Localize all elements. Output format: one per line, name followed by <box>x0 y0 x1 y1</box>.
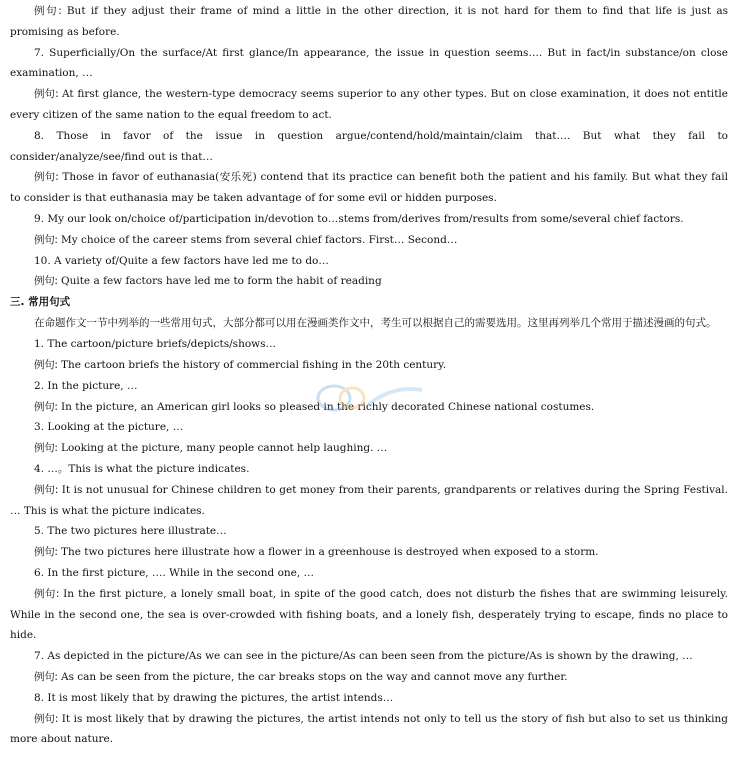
sentence-pattern: 5. The two pictures here illustrate… <box>34 525 227 538</box>
example-label: 例句: <box>34 88 59 101</box>
sentence-pattern: 9. My our look on/choice of/participation in/devotion to…stems from/derives from/results from some/several chief factors. <box>34 212 684 225</box>
example-sentence <box>10 355 728 376</box>
example-label: 例句: <box>34 670 58 683</box>
example-text: At first glance, the western-type democracy seems superior to any other types. But on close examination, it does not entitle every citizen of the same nation to the equal freedom to act. <box>10 88 728 121</box>
document-body <box>10 1 728 750</box>
sentence-pattern: 7. As depicted in the picture/As we can see in the picture/As can been seen from the picture/As is shown by the drawing, … <box>34 650 693 663</box>
example-text: My choice of the career stems from several chief factors. First… Second… <box>60 233 458 246</box>
example-sentence <box>10 397 728 418</box>
example-sentence <box>10 230 728 251</box>
example-sentence <box>10 84 728 126</box>
sentence-pattern: 8. Those in favor of the issue in question argue/contend/hold/maintain/claim that…. But what they fail to consider/analyze/see/find out is that… <box>10 129 728 163</box>
example-sentence <box>10 480 728 522</box>
example-sentence <box>10 667 728 688</box>
example-text: The cartoon briefs the history of commercial fishing in the 20th century. <box>60 358 447 371</box>
example-label: 例句: <box>34 358 58 371</box>
example-label: 例句: <box>34 712 59 725</box>
sentence-pattern: 4. …。This is what the picture indicates. <box>34 462 250 475</box>
sentence-patterns-list-part-2 <box>10 334 728 750</box>
example-label: 例句: <box>34 546 58 559</box>
example-text: But if they adjust their frame of mind a little in the other direction, it is not hard for them to find that life is just as promising as before. <box>10 5 729 38</box>
example-label: 例句: <box>34 400 58 413</box>
example-label: 例句: <box>34 442 58 455</box>
section-intro: 在命题作文一节中列举的一些常用句式，大部分都可以用在漫画类作文中，考生可以根据自己的需要选用。这里再列举几个常用于描述漫画的句式。 <box>34 317 717 330</box>
sentence-pattern: 6. In the first picture, …. While in the second one, … <box>34 566 315 579</box>
sentence-pattern: 3. Looking at the picture, … <box>34 421 184 434</box>
example-label: 例句: <box>34 5 62 17</box>
sentence-pattern: 2. In the picture, … <box>34 379 138 392</box>
sentence-pattern: 7. Superficially/On the surface/At first glance/In appearance, the issue in question seems…. But in fact/in substance/on close examination, … <box>10 46 728 80</box>
example-label: 例句: <box>34 233 58 246</box>
example-sentence <box>10 542 728 563</box>
example-label: 例句: <box>34 275 58 288</box>
example-sentence <box>10 709 728 751</box>
example-label: 例句: <box>34 483 59 496</box>
example-label: 例句: <box>34 587 60 600</box>
example-sentence <box>10 1 728 43</box>
example-text: In the picture, an American girl looks so pleased in the richly decorated Chinese national costumes. <box>60 400 595 413</box>
example-text: In the first picture, a lonely small boat, in spite of the good catch, does not disturb the fishes that are swimming leisurely. While in the second one, the sea is over-crowded with fishing boats, and a lonely fish, desperately trying to escape, finds no place to hide. <box>10 587 728 642</box>
section-heading: 三. 常用句式 <box>10 296 71 309</box>
example-text: Those in favor of euthanasia(安乐死) contend that its practice can benefit both the patient and his family. But what they fail to consider is that euthanasia may be taken advantage of for some evil or hidden purposes. <box>10 171 729 205</box>
example-label: 例句: <box>34 171 59 184</box>
example-text: Looking at the picture, many people cannot help laughing. … <box>60 442 388 455</box>
sentence-pattern: 8. It is most likely that by drawing the pictures, the artist intends… <box>34 691 394 704</box>
example-text: It is most likely that by drawing the pictures, the artist intends not only to tell us the story of fish but also to set us thinking more about nature. <box>10 712 728 746</box>
example-sentence <box>10 271 728 292</box>
example-text: The two pictures here illustrate how a flower in a greenhouse is destroyed when exposed to a storm. <box>60 546 599 559</box>
sentence-pattern: 1. The cartoon/picture briefs/depicts/shows… <box>34 338 277 351</box>
example-sentence <box>10 438 728 459</box>
example-text: As can be seen from the picture, the car breaks stops on the way and cannot move any further. <box>60 670 568 683</box>
example-sentence <box>10 584 728 646</box>
sentence-pattern: 10. A variety of/Quite a few factors have led me to do… <box>34 254 329 267</box>
sentence-patterns-list-part-1 <box>10 1 728 292</box>
example-text: Quite a few factors have led me to form the habit of reading <box>60 275 382 288</box>
example-sentence <box>10 167 728 209</box>
example-text: It is not unusual for Chinese children to get money from their parents, grandparents or relatives during the Spring Festival. … This is what the picture indicates. <box>10 483 729 517</box>
